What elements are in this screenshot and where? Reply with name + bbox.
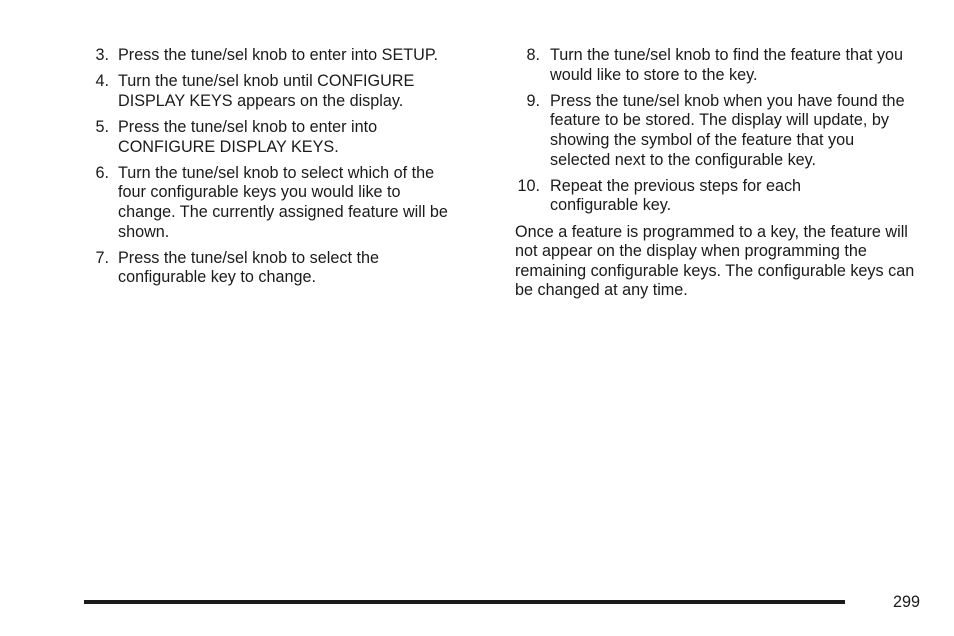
step-5 xyxy=(92,118,492,157)
step-10 xyxy=(515,177,925,216)
step-7 xyxy=(92,249,492,288)
step-6 xyxy=(92,164,492,242)
step-number: 5. xyxy=(95,117,109,136)
step-number: 8. xyxy=(526,46,540,64)
step-4 xyxy=(92,72,492,111)
page-number: 299 xyxy=(892,593,920,611)
step-text: Turn the tune/sel knob to select which of the four configurable keys you would like to change. The currently assigned feature will be shown. xyxy=(118,163,448,241)
footer-rule xyxy=(84,600,845,604)
right-column xyxy=(515,46,925,301)
step-text: Repeat the previous steps for each configurable key. xyxy=(550,176,802,215)
step-8 xyxy=(515,46,925,85)
step-text: Turn the tune/sel knob until CONFIGURE DISPLAY KEYS appears on the display. xyxy=(118,72,415,110)
step-text: Press the tune/sel knob to enter into CONFIGURE DISPLAY KEYS. xyxy=(118,117,378,156)
step-text: Turn the tune/sel knob to find the feature that you would like to store to the key. xyxy=(550,46,904,84)
step-9 xyxy=(515,92,925,170)
step-number: 9. xyxy=(526,91,540,110)
step-text: Press the tune/sel knob when you have found the feature to be stored. The display will update, by showing the symbol of the feature that you selected next to the configurable key. xyxy=(550,91,905,169)
step-number: 6. xyxy=(95,163,109,182)
left-column xyxy=(92,46,492,295)
step-number: 3. xyxy=(95,46,109,64)
step-text: Press the tune/sel knob to enter into SETUP. xyxy=(118,46,439,64)
step-number: 10. xyxy=(517,176,540,195)
step-3 xyxy=(92,46,492,66)
step-text: Press the tune/sel knob to select the configurable key to change. xyxy=(118,248,379,287)
step-number: 4. xyxy=(95,72,109,91)
step-number: 7. xyxy=(95,248,109,267)
closing-paragraph: Once a feature is programmed to a key, the feature will not appear on the display when programming the remaining configurable keys. The configurable keys can be changed at any time. xyxy=(515,222,915,300)
